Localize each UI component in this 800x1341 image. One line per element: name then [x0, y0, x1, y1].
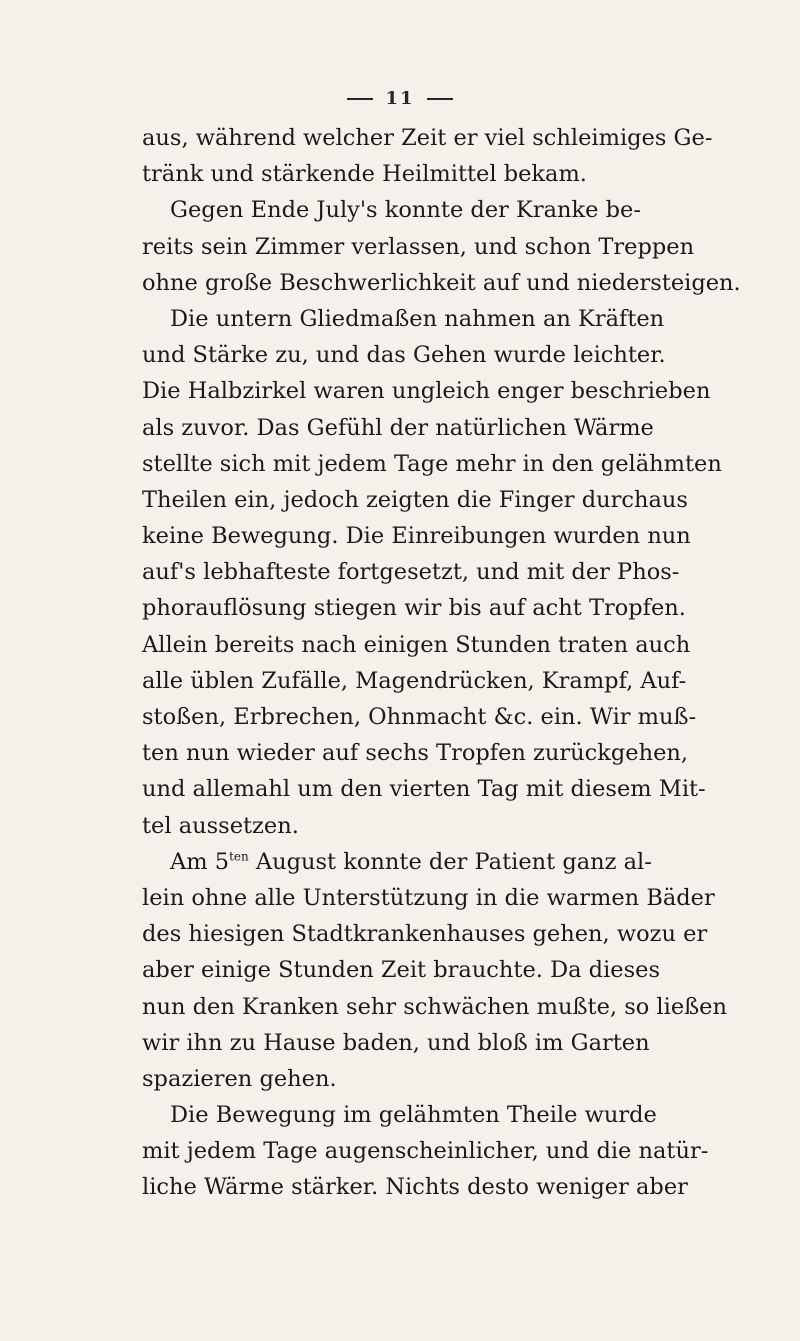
text-line: Die Halbzirkel waren ungleich enger beschrieben [142, 378, 711, 405]
text-line: phorauflösung stiegen wir bis auf acht Tropfen. [142, 595, 686, 622]
ordinal-suffix: ten [229, 849, 249, 864]
text-line: reits sein Zimmer verlassen, und schon Treppen [142, 233, 695, 260]
text-line: Am $5^{ten}$ August konnte der Patient ganz al- [170, 848, 652, 875]
text-line: als zuvor. Das Gefühl der natürlichen Wärme [142, 414, 654, 441]
text-line: stoßen, Erbrechen, Ohnmacht &c. ein. Wir muß- [142, 704, 697, 730]
text-line: spazieren gehen. [142, 1065, 337, 1092]
text-line: wir ihn zu Hause baden, und bloß im Garten [142, 1029, 650, 1056]
text-line: und allemahl um den vierten Tag mit diesem Mit- [142, 776, 706, 803]
text-line: nun den Kranken sehr schwächen mußte, so ließen [142, 993, 727, 1020]
text-line: keine Bewegung. Die Einreibungen wurden nun [142, 523, 691, 550]
text-line: alle üblen Zufälle, Magendrücken, Krampf, Auf- [142, 667, 687, 694]
text-line: ohne große Beschwerlichkeit auf und niedersteigen. [142, 269, 741, 296]
text-line: tel aussetzen. [142, 812, 299, 839]
text-line: tränk und stärkende Heilmittel bekam. [142, 161, 587, 188]
text-line: Gegen Ende July's konnte der Kranke be- [170, 197, 641, 224]
text-line: stellte sich mit jedem Tage mehr in den gelähmten [142, 450, 722, 477]
text-line: Die Bewegung im gelähmten Theile wurde [170, 1102, 657, 1129]
text-line: aus, während welcher Zeit er viel schleimiges Ge- [142, 125, 713, 151]
page-number: 11 [385, 88, 415, 109]
text-line: ten nun wieder auf sechs Tropfen zurückgehen, [142, 740, 689, 767]
text-line: Allein bereits nach einigen Stunden traten auch [142, 631, 691, 658]
text-line: liche Wärme stärker. Nichts desto weniger aber [142, 1174, 688, 1201]
text-line: lein ohne alle Unterstützung in die warmen Bäder [142, 884, 715, 911]
header-dash-right [427, 98, 453, 100]
text-line: auf's lebhafteste fortgesetzt, und mit der Phos- [142, 559, 680, 586]
text-line: aber einige Stunden Zeit brauchte. Da dieses [142, 957, 660, 984]
text-line: des hiesigen Stadtkrankenhauses gehen, wozu er [142, 921, 708, 948]
text-line: Die untern Gliedmaßen nahmen an Kräften [170, 305, 665, 332]
text-line: und Stärke zu, und das Gehen wurde leichter. [142, 342, 666, 369]
text-line: mit jedem Tage augenscheinlicher, und die natür- [142, 1138, 709, 1165]
body-text [142, 120, 800, 1206]
header-dash-left [347, 98, 373, 100]
text-line: Theilen ein, jedoch zeigten die Finger durchaus [142, 486, 688, 513]
page-header [0, 88, 800, 109]
